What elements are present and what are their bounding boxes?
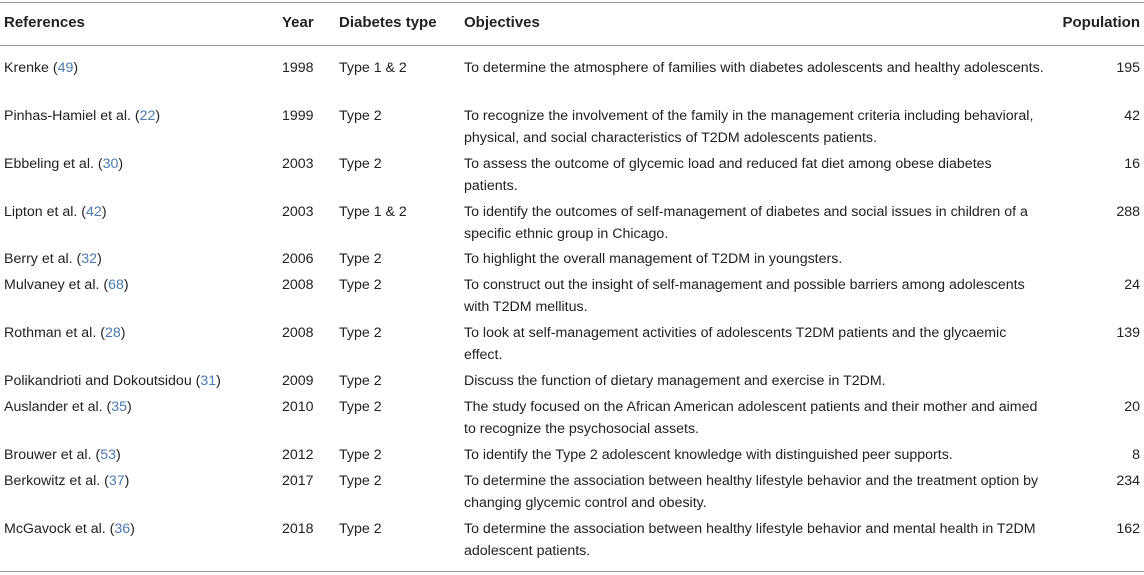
diabetes-type-cell: Type 2 [339,373,382,389]
reference-cell: McGavock et al. (36) [4,521,135,537]
reference-author: Brouwer et al. [4,447,92,463]
reference-cell: Brouwer et al. (53) [4,447,121,463]
year-cell: 2008 [282,325,314,341]
objective-cell: To assess the outcome of glycemic load and reduced fat diet among obese diabetes patients. [464,156,992,194]
reference-author: Berkowitz et al. [4,473,101,489]
reference-cell: Pinhas-Hamiel et al. (22) [4,108,161,124]
year-cell: 1999 [282,108,314,124]
reference-author: Krenke [4,60,49,76]
table-header [0,0,1144,45]
citation-link[interactable]: 68 [108,277,124,293]
reference-author: Polikandrioti and Dokoutsidou [4,373,192,389]
year-cell: 2017 [282,473,314,489]
citation-link[interactable]: 31 [200,373,217,389]
citation-link[interactable]: 28 [104,325,121,341]
population-cell: 16 [1124,156,1140,172]
year-cell: 2008 [282,277,314,293]
diabetes-type-cell: Type 2 [339,521,382,537]
reference-author: Pinhas-Hamiel et al. [4,108,131,124]
reference-author: Auslander et al. [4,399,103,415]
header-objectives: Objectives [464,14,540,31]
population-cell: 162 [1116,521,1140,537]
citation-link[interactable]: 49 [57,60,74,76]
reference-author: Ebbeling et al. [4,156,94,172]
citation-link[interactable]: 22 [139,108,156,124]
header-diabetes-type: Diabetes type [339,14,437,31]
citation-link[interactable]: 42 [86,204,102,220]
population-cell: 24 [1124,277,1140,293]
citation-link[interactable]: 30 [102,156,119,172]
reference-author: Berry et al. [4,251,73,267]
population-cell: 139 [1116,325,1140,341]
diabetes-type-cell: Type 2 [339,277,382,293]
header-year: Year [282,14,314,31]
diabetes-type-cell: Type 2 [339,108,382,124]
objective-cell: Discuss the function of dietary management and exercise in T2DM. [464,373,886,389]
objective-cell: To highlight the overall management of T2DM in youngsters. [464,251,843,267]
citation-link[interactable]: 32 [81,251,98,267]
citation-link[interactable]: 36 [114,521,131,537]
year-cell: 2006 [282,251,314,267]
reference-cell: Krenke (49) [4,60,79,76]
diabetes-type-cell: Type 2 [339,251,382,267]
header-references: References [4,14,85,31]
objective-cell: To identify the Type 2 adolescent knowledge with distinguished peer supports. [464,447,953,463]
reference-author: Lipton et al. [4,204,78,220]
year-cell: 2003 [282,204,314,220]
population-cell: 20 [1124,399,1140,415]
diabetes-type-cell: Type 2 [339,473,382,489]
diabetes-type-cell: Type 2 [339,325,382,341]
reference-cell: Ebbeling et al. (30) [4,156,124,172]
citation-link[interactable]: 37 [108,473,125,489]
citation-link[interactable]: 53 [100,447,116,463]
population-cell: 234 [1116,473,1140,489]
objective-cell: To construct out the insight of self-management and possible barriers among adolescents with T2DM mellitus. [464,277,1025,315]
population-cell: 8 [1132,447,1140,463]
year-cell: 2012 [282,447,314,463]
objective-cell: To determine the association between healthy lifestyle behavior and the treatment option by changing glycemic control and obesity. [464,473,1039,511]
reference-cell: Berkowitz et al. (37) [4,473,130,489]
diabetes-type-cell: Type 2 [339,399,382,415]
reference-cell: Auslander et al. (35) [4,399,132,415]
objective-cell: The study focused on the African American adolescent patients and their mother and aimed to recognize the psychosocial assets. [464,399,1038,437]
objective-cell: To determine the atmosphere of families with diabetes adolescents and healthy adolescents. [464,60,1044,76]
year-cell: 2010 [282,399,314,415]
objective-cell: To identify the outcomes of self-management of diabetes and social issues in children of a specific ethnic group in Chicago. [464,204,1028,242]
population-cell: 195 [1116,60,1140,76]
reference-cell: Rothman et al. (28) [4,325,126,341]
population-cell: 42 [1124,108,1140,124]
diabetes-type-cell: Type 2 [339,447,382,463]
table-bottom-rule [0,571,1144,572]
header-population: Population [1062,14,1140,31]
objective-cell: To recognize the involvement of the family in the management criteria including behavioral, physical, and social characteristics of T2DM adolescents patients. [464,108,1034,146]
year-cell: 1998 [282,60,314,76]
reference-author: Mulvaney et al. [4,277,100,293]
reference-cell: Polikandrioti and Dokoutsidou (31) [4,373,221,389]
diabetes-type-cell: Type 1 & 2 [339,204,407,220]
diabetes-type-cell: Type 2 [339,156,382,172]
reference-author: Rothman et al. [4,325,97,341]
objective-cell: To look at self-management activities of adolescents T2DM patients and the glycaemic effect. [464,325,1007,363]
reference-cell: Berry et al. (32) [4,251,102,267]
population-cell: 288 [1116,204,1140,220]
diabetes-type-cell: Type 1 & 2 [339,60,407,76]
citation-link[interactable]: 35 [111,399,128,415]
reference-cell: Lipton et al. (42) [4,204,107,220]
reference-author: McGavock et al. [4,521,106,537]
objective-cell: To determine the association between healthy lifestyle behavior and mental health in T2DM adolescent patients. [464,521,1036,559]
year-cell: 2009 [282,373,314,389]
year-cell: 2003 [282,156,314,172]
reference-cell: Mulvaney et al. (68) [4,277,129,293]
year-cell: 2018 [282,521,314,537]
header-rule [0,45,1144,46]
